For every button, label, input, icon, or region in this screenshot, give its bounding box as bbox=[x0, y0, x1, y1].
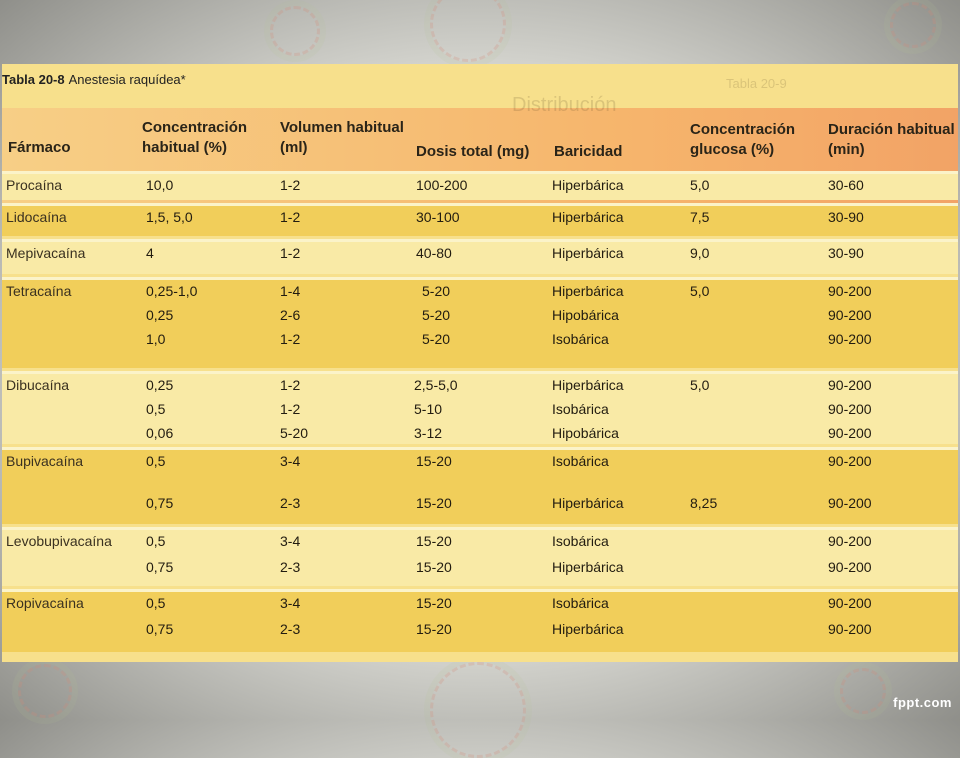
baricity-cell: Hiperbárica bbox=[552, 283, 624, 299]
row-separator bbox=[2, 447, 958, 450]
dose-cell: 15-20 bbox=[416, 559, 452, 575]
drug-name: Lidocaína bbox=[6, 209, 67, 225]
volume-cell: 3-4 bbox=[280, 533, 301, 549]
drug-name: Tetracaína bbox=[6, 283, 72, 299]
volume-cell: 1-2 bbox=[280, 245, 301, 261]
header-baricidad bbox=[554, 142, 622, 162]
row-separator bbox=[2, 589, 958, 592]
volume-cell: 1-2 bbox=[280, 209, 301, 225]
dose-cell: 5-20 bbox=[422, 331, 451, 347]
glucose-cell: 9,0 bbox=[690, 245, 710, 261]
header-duracion bbox=[828, 120, 955, 160]
baricity-cell: Isobárica bbox=[552, 453, 609, 469]
drug-name: Dibucaína bbox=[6, 377, 70, 393]
header-volumen-line1: Volumen habitual bbox=[280, 119, 404, 136]
header-volumen-line2: (ml) bbox=[280, 139, 308, 156]
header-glucosa bbox=[690, 120, 795, 160]
baricity-cell: Isobárica bbox=[552, 595, 609, 611]
duration-cell: 90-200 bbox=[828, 533, 872, 549]
dose-cell: 40-80 bbox=[416, 245, 452, 261]
baricity-cell: Hiperbárica bbox=[552, 377, 624, 393]
dose-cell: 15-20 bbox=[416, 595, 452, 611]
concentration-cell: 0,25-1,0 bbox=[146, 283, 198, 299]
table-label: Tabla 20-8 bbox=[2, 72, 65, 87]
baricity-cell: Hiperbárica bbox=[552, 559, 624, 575]
drug-name: Procaína bbox=[6, 177, 63, 193]
brand-watermark: fppt.com bbox=[893, 695, 952, 710]
header-farmaco-text: Fármaco bbox=[8, 139, 71, 156]
volume-cell: 2-3 bbox=[280, 621, 301, 637]
header-baricidad-text: Baricidad bbox=[554, 143, 623, 160]
volume-cell: 1-2 bbox=[280, 401, 301, 417]
duration-cell: 90-200 bbox=[828, 453, 872, 469]
concentration-cell: 0,25 bbox=[146, 377, 174, 393]
duration-cell: 30-90 bbox=[828, 245, 864, 261]
volume-cell: 1-2 bbox=[280, 177, 301, 193]
duration-cell: 30-90 bbox=[828, 209, 864, 225]
row-separator bbox=[2, 239, 958, 242]
duration-cell: 90-200 bbox=[828, 621, 872, 637]
duration-cell: 30-60 bbox=[828, 177, 864, 193]
header-volumen bbox=[280, 118, 404, 158]
concentration-cell: 4 bbox=[146, 245, 154, 261]
drug-name: Mepivacaína bbox=[6, 245, 86, 261]
drug-name: Ropivacaína bbox=[6, 595, 84, 611]
baricity-cell: Hipobárica bbox=[552, 307, 619, 323]
row-separator bbox=[2, 527, 958, 530]
duration-cell: 90-200 bbox=[828, 331, 872, 347]
duration-cell: 90-200 bbox=[828, 559, 872, 575]
table-caption: Anestesia raquídea* bbox=[68, 72, 186, 87]
baricity-cell: Isobárica bbox=[552, 331, 609, 347]
row-separator bbox=[2, 277, 958, 280]
volume-cell: 1-4 bbox=[280, 283, 301, 299]
concentration-cell: 0,5 bbox=[146, 533, 166, 549]
concentration-cell: 0,75 bbox=[146, 621, 174, 637]
decor-ring bbox=[430, 662, 526, 758]
baricity-cell: Hiperbárica bbox=[552, 495, 624, 511]
scanned-table-image bbox=[2, 64, 958, 662]
volume-cell: 3-4 bbox=[280, 453, 301, 469]
bleed-through-label: Tabla 20-9 bbox=[726, 76, 787, 91]
decor-ring bbox=[840, 668, 886, 714]
dose-cell: 30-100 bbox=[416, 209, 460, 225]
concentration-cell: 0,5 bbox=[146, 401, 166, 417]
concentration-cell: 1,5, 5,0 bbox=[146, 209, 193, 225]
concentration-cell: 0,25 bbox=[146, 307, 174, 323]
header-glucosa-line1: Concentración bbox=[690, 121, 796, 138]
baricity-cell: Hiperbárica bbox=[552, 621, 624, 637]
header-dosis bbox=[416, 142, 529, 162]
header-dosis-text: Dosis total (mg) bbox=[416, 143, 530, 160]
dose-cell: 15-20 bbox=[416, 453, 452, 469]
decor-ring bbox=[430, 0, 506, 62]
volume-cell: 3-4 bbox=[280, 595, 301, 611]
header-duracion-line2: (min) bbox=[828, 141, 865, 158]
baricity-cell: Hiperbárica bbox=[552, 209, 624, 225]
glucose-cell: 8,25 bbox=[690, 495, 718, 511]
concentration-cell: 10,0 bbox=[146, 177, 174, 193]
concentration-cell: 0,06 bbox=[146, 425, 174, 441]
row-separator bbox=[2, 171, 958, 174]
dose-cell: 2,5-5,0 bbox=[414, 377, 458, 393]
dose-cell: 5-10 bbox=[414, 401, 443, 417]
header-concentracion bbox=[142, 118, 247, 158]
duration-cell: 90-200 bbox=[828, 307, 872, 323]
header-duracion-line1: Duración habitual bbox=[828, 121, 955, 138]
volume-cell: 2-3 bbox=[280, 495, 301, 511]
dose-cell: 3-12 bbox=[414, 425, 443, 441]
volume-cell: 2-3 bbox=[280, 559, 301, 575]
decor-ring bbox=[18, 664, 72, 718]
table-title bbox=[2, 72, 186, 87]
row-separator bbox=[2, 203, 958, 206]
duration-cell: 90-200 bbox=[828, 283, 872, 299]
baricity-cell: Hiperbárica bbox=[552, 177, 624, 193]
baricity-cell: Hiperbárica bbox=[552, 245, 624, 261]
concentration-cell: 1,0 bbox=[146, 331, 166, 347]
concentration-cell: 0,75 bbox=[146, 495, 174, 511]
baricity-cell: Isobárica bbox=[552, 401, 609, 417]
glucose-cell: 5,0 bbox=[690, 177, 710, 193]
header-glucosa-line2: glucosa (%) bbox=[690, 141, 775, 158]
concentration-cell: 0,5 bbox=[146, 453, 166, 469]
drug-name: Levobupivacaína bbox=[6, 533, 112, 549]
glucose-cell: 7,5 bbox=[690, 209, 710, 225]
drug-name: Bupivacaína bbox=[6, 453, 84, 469]
duration-cell: 90-200 bbox=[828, 377, 872, 393]
glucose-cell: 5,0 bbox=[690, 283, 710, 299]
dose-cell: 100-200 bbox=[416, 177, 468, 193]
header-concentracion-line1: Concentración bbox=[142, 119, 248, 136]
duration-cell: 90-200 bbox=[828, 425, 872, 441]
row-separator bbox=[2, 371, 958, 374]
dose-cell: 15-20 bbox=[416, 533, 452, 549]
volume-cell: 1-2 bbox=[280, 377, 301, 393]
baricity-cell: Isobárica bbox=[552, 533, 609, 549]
baricity-cell: Hipobárica bbox=[552, 425, 619, 441]
header-farmaco bbox=[8, 138, 71, 158]
dose-cell: 15-20 bbox=[416, 495, 452, 511]
concentration-cell: 0,5 bbox=[146, 595, 166, 611]
duration-cell: 90-200 bbox=[828, 595, 872, 611]
glucose-cell: 5,0 bbox=[690, 377, 710, 393]
volume-cell: 5-20 bbox=[280, 425, 309, 441]
dose-cell: 5-20 bbox=[422, 283, 451, 299]
bleed-through-heading: Distribución bbox=[512, 94, 617, 116]
volume-cell: 1-2 bbox=[280, 331, 301, 347]
duration-cell: 90-200 bbox=[828, 401, 872, 417]
dose-cell: 15-20 bbox=[416, 621, 452, 637]
decor-ring bbox=[270, 6, 320, 56]
header-concentracion-line2: habitual (%) bbox=[142, 139, 227, 156]
dose-cell: 5-20 bbox=[422, 307, 451, 323]
volume-cell: 2-6 bbox=[280, 307, 301, 323]
duration-cell: 90-200 bbox=[828, 495, 872, 511]
concentration-cell: 0,75 bbox=[146, 559, 174, 575]
decor-ring bbox=[890, 2, 936, 48]
